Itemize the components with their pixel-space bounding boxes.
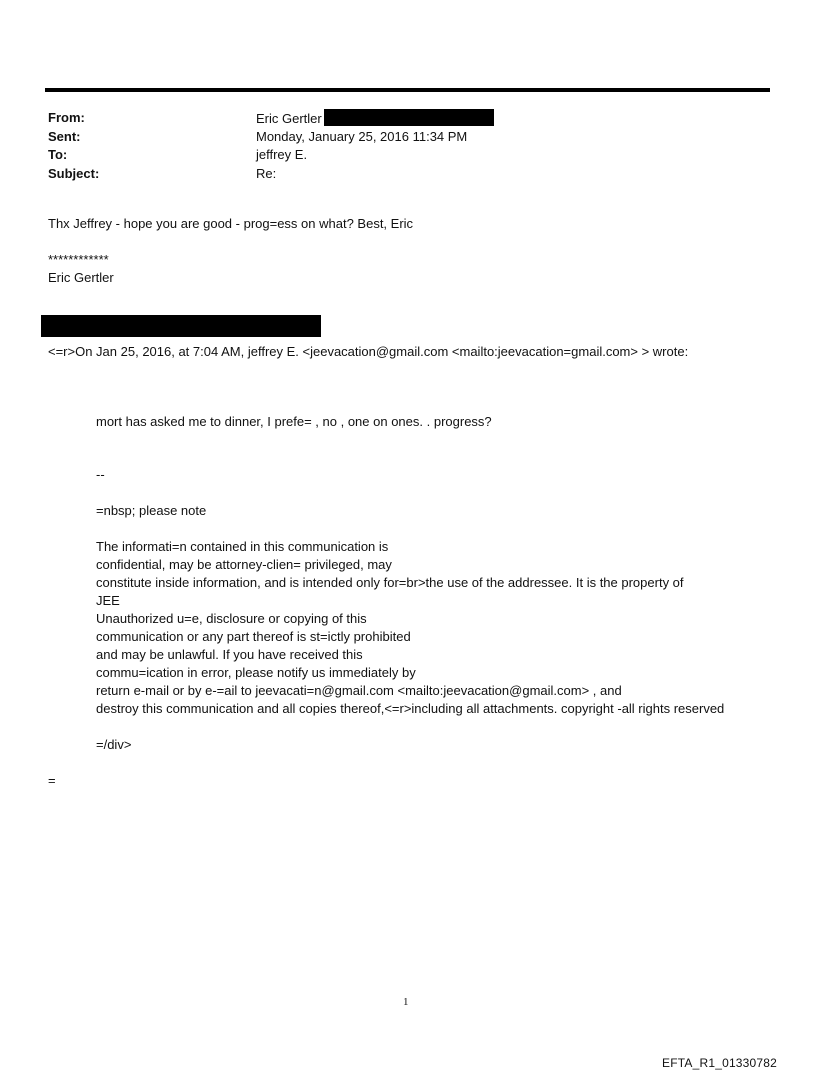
nbsp-line: =nbsp; please note: [96, 503, 207, 518]
disclaimer-line: Unauthorized u=e, disclosure or copying of this: [96, 611, 367, 626]
subject-label: Subject:: [48, 165, 100, 181]
document-id: EFTA_R1_01330782: [662, 1056, 778, 1070]
to-label: To:: [48, 147, 68, 162]
trailing-equals: =: [48, 773, 56, 788]
signature-stars: ************: [48, 252, 109, 267]
reply-text: Thx Jeffrey - hope you are good - prog=ess on what? Best, Eric: [48, 216, 414, 231]
disclaimer-line: commu=ication in error, please notify us immediately by: [96, 665, 416, 680]
redaction-bar: [324, 109, 494, 126]
sent-row: [48, 128, 494, 147]
div-close-text: =/div>: [96, 737, 132, 752]
subject-value: Re:: [256, 165, 277, 181]
disclaimer-line: The informati=n contained in this communication is: [96, 539, 389, 554]
header-rule: [45, 88, 770, 92]
quote-intro: <=r>On Jan 25, 2016, at 7:04 AM, jeffrey E. <jeevacation@gmail.com <mailto:jeevacation=gmail.com> > wrote:: [48, 344, 689, 359]
redaction-block: [41, 315, 321, 337]
disclaimer-line: and may be unlawful. If you have received this: [96, 647, 363, 662]
signature-dashes: --: [96, 467, 105, 482]
signature-name: Eric Gertler: [48, 270, 114, 285]
subject-row: [48, 165, 494, 184]
disclaimer-line: communication or any part thereof is st=ictly prohibited: [96, 629, 411, 644]
sent-value: Monday, January 25, 2016 11:34 PM: [256, 128, 468, 144]
from-label: From:: [48, 110, 85, 125]
disclaimer-line: constitute inside information, and is intended only for=br>the use of the addressee. It is the property of: [96, 575, 684, 590]
from-value: [256, 109, 494, 128]
from-name: Eric Gertler: [256, 111, 322, 126]
disclaimer-line: JEE: [96, 593, 120, 608]
page-number: 1: [403, 996, 409, 1008]
disclaimer-line: return e-mail or by e-=ail to jeevacati=n@gmail.com <mailto:jeevacation@gmail.com> , and: [96, 683, 622, 698]
to-value: jeffrey E.: [256, 147, 308, 162]
disclaimer-line: confidential, may be attorney-clien= privileged, may: [96, 557, 392, 572]
sent-label: Sent:: [48, 128, 81, 144]
to-row: [48, 146, 494, 165]
disclaimer-line: destroy this communication and all copies thereof,<=r>including all attachments. copyright -all rights reserved: [96, 701, 725, 716]
quoted-message: mort has asked me to dinner, I prefe= , no , one on ones. . progress?: [96, 414, 492, 429]
from-row: [48, 109, 494, 128]
email-header: [48, 109, 494, 183]
